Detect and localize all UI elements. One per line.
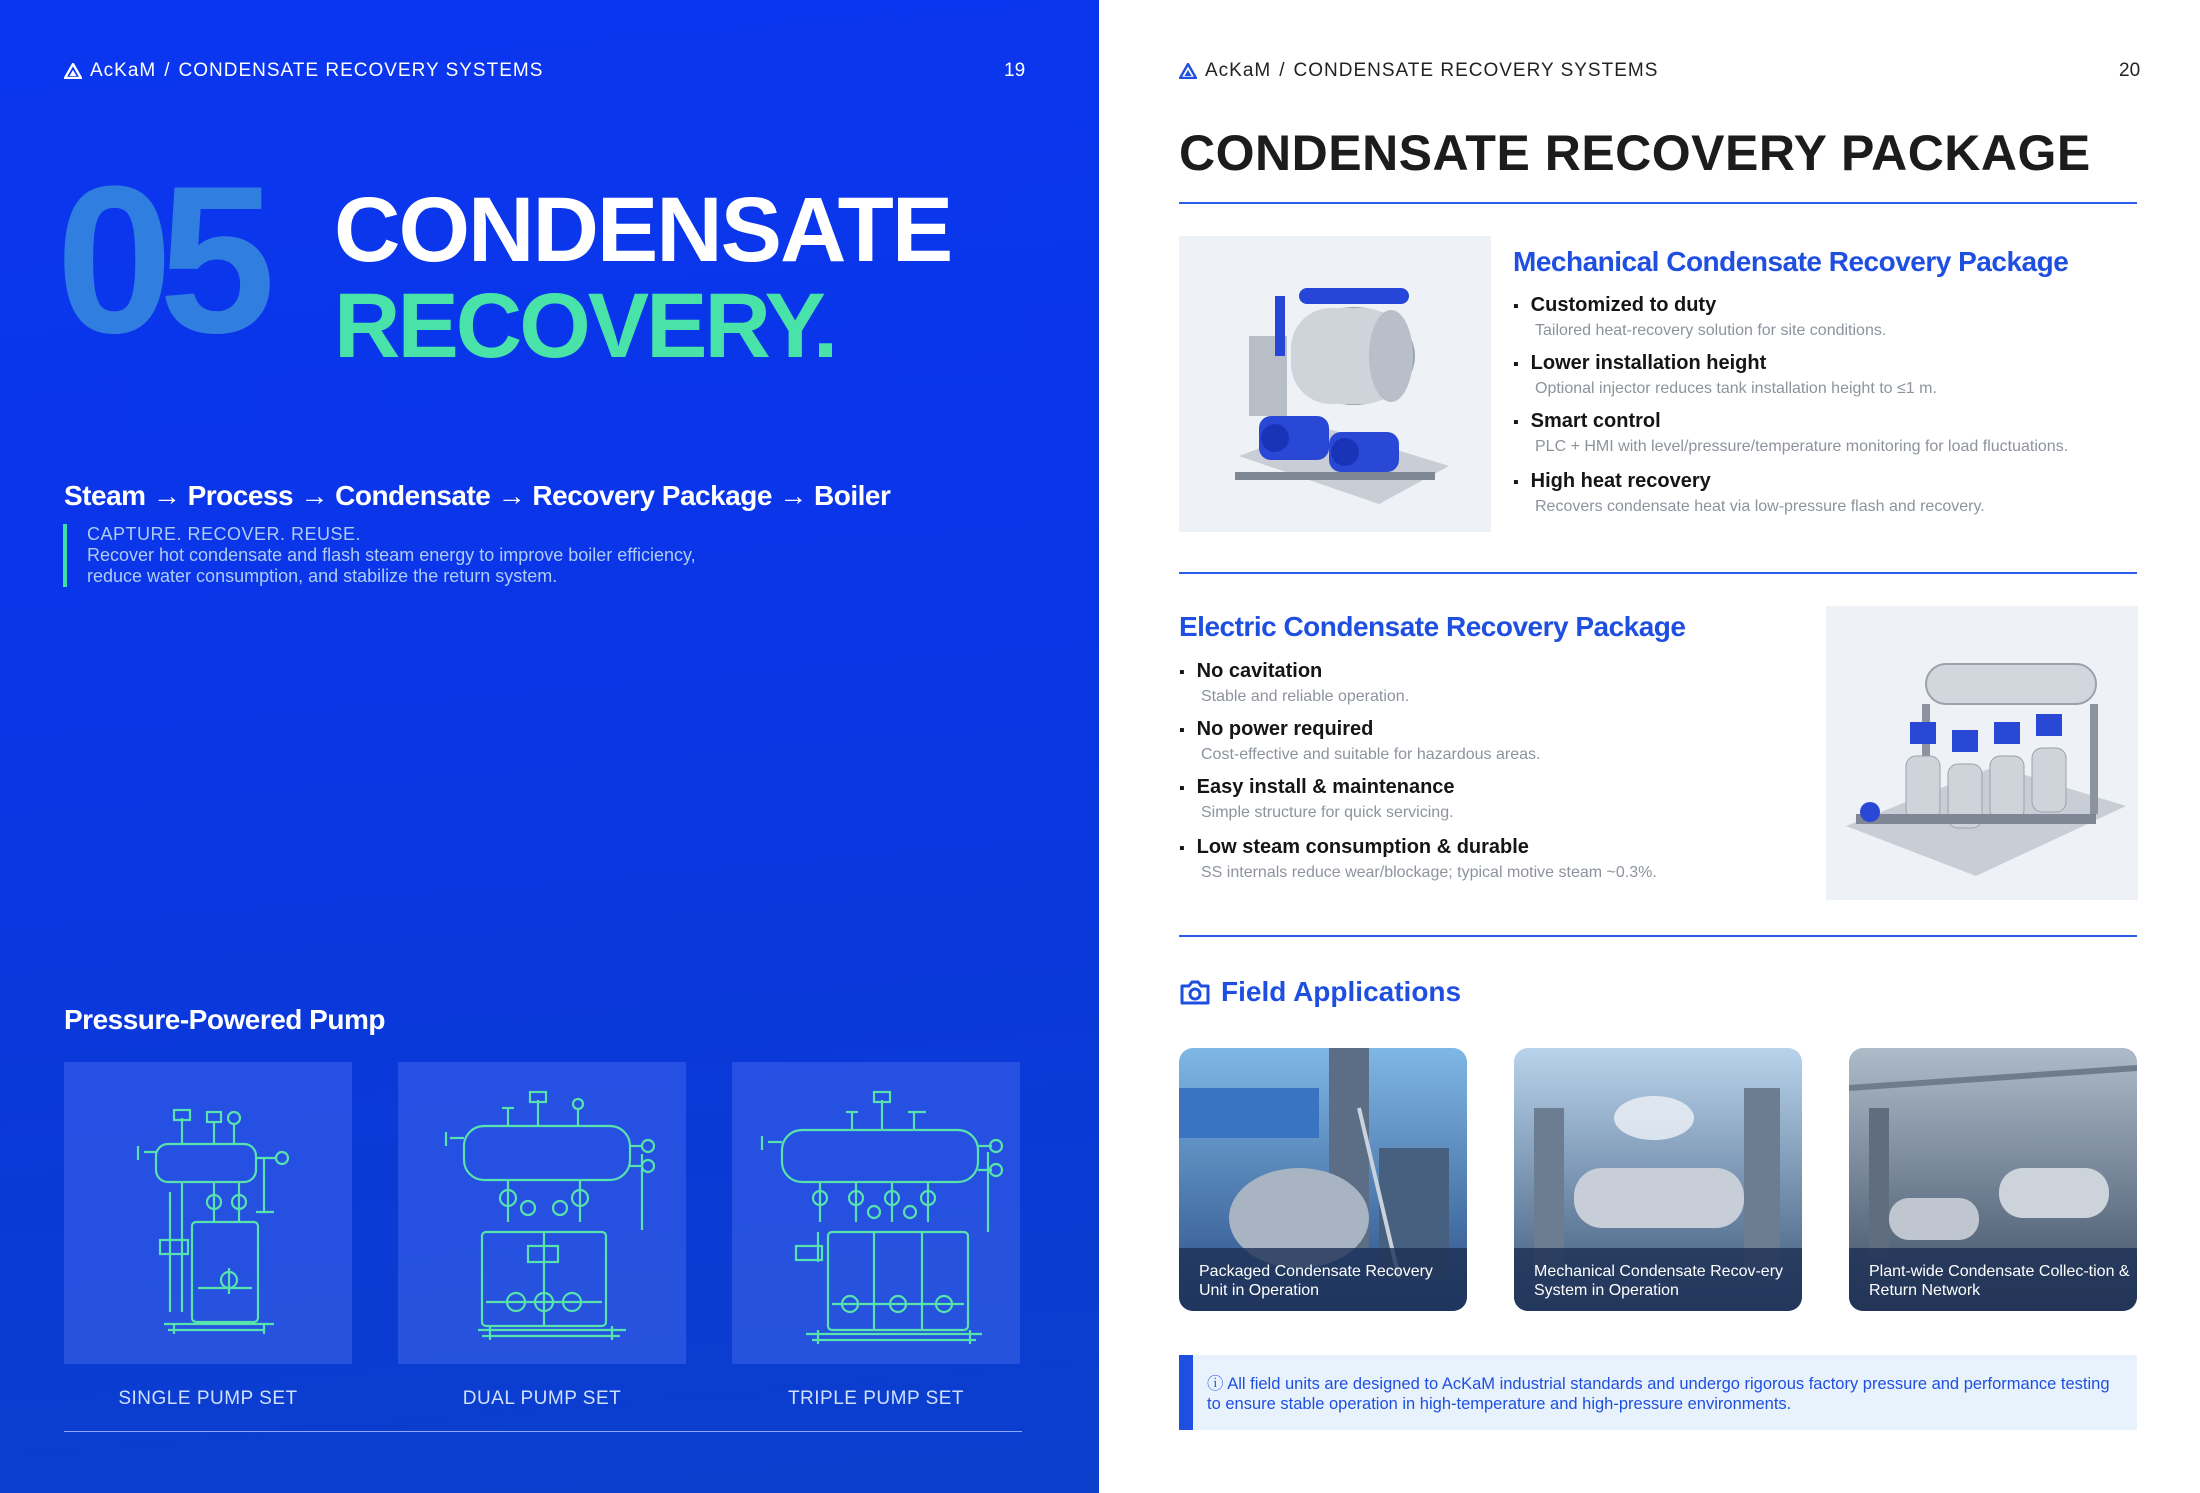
right-header: [1179, 60, 1658, 82]
feature-title: Low steam consumption & durable: [1196, 836, 1529, 858]
field-card-1: [1179, 1048, 1467, 1311]
feature-desc: Tailored heat-recovery solution for site conditions.: [1535, 322, 1887, 339]
pump-label-dual: DUAL PUMP SET: [462, 1388, 622, 1409]
electric-heading: Electric Condensate Recovery Package: [1179, 611, 1686, 642]
intro-block: [63, 524, 703, 587]
section-rule-1: [1179, 572, 2137, 574]
tagline: CAPTURE. RECOVER. REUSE.: [87, 524, 362, 544]
feature-desc: SS internals reduce wear/blockage; typical motive steam ~0.3%.: [1201, 864, 1657, 881]
field-card-3: [1849, 1048, 2137, 1311]
pump-card-dual: [398, 1062, 686, 1364]
feature-title: Easy install & maintenance: [1196, 776, 1455, 798]
field-applications-title: Field Applications: [1221, 976, 1462, 1007]
feature-title: No power required: [1196, 718, 1374, 740]
header-section: CONDENSATE RECOVERY SYSTEMS: [178, 60, 544, 81]
header-brand: AcKaM: [90, 60, 157, 81]
field-caption-1: Packaged Condensate Recovery Unit in Operation: [1199, 1263, 1433, 1299]
left-header: [64, 60, 543, 82]
pump-label-triple: TRIPLE PUMP SET: [787, 1388, 965, 1409]
electric-feature-4: ▪ Low steam consumption & durable SS internals reduce wear/blockage; typical motive steam ~0.3%.: [1179, 836, 1657, 881]
mechanical-package-image: [1179, 236, 1491, 532]
field-card-2: [1514, 1048, 1802, 1311]
info-icon: ⓘ: [1207, 1375, 1228, 1393]
note-text-wrap: [1207, 1374, 2127, 1414]
mechanical-feature-4: ▪ High heat recovery Recovers condensate heat via low-pressure flash and recovery.: [1513, 470, 1985, 515]
pump-card-triple: [732, 1062, 1020, 1364]
header-section: CONDENSATE RECOVERY SYSTEMS: [1293, 60, 1659, 81]
note-text: All field units are designed to AcKaM industrial standards and undergo rigorous factory pressure and performance testing to ensure stable operation in high-temperature and high-pressure environments.: [1207, 1375, 2110, 1413]
mechanical-package-photo-icon: [1179, 236, 1491, 532]
triple-pump-diagram-icon: [732, 1062, 1020, 1364]
header-separator: /: [164, 60, 171, 81]
electric-feature-3: ▪ Easy install & maintenance Simple structure for quick servicing.: [1179, 776, 1455, 821]
feature-desc: Cost-effective and suitable for hazardous areas.: [1201, 746, 1541, 763]
camera-icon: [1179, 978, 1211, 1006]
intro-description: Recover hot condensate and flash steam energy to improve boiler efficiency, reduce water consumption, and stabilize the return system.: [87, 545, 696, 586]
feature-title: No cavitation: [1196, 660, 1323, 682]
header-separator: /: [1279, 60, 1286, 81]
process-flow: Steam → Process → Condensate → Recovery Package → Boiler: [64, 480, 891, 511]
feature-title: Lower installation height: [1530, 352, 1767, 374]
chapter-title-line-1: CONDENSATE: [334, 179, 952, 281]
field-caption-3: Plant-wide Condensate Collec-tion & Return Network: [1869, 1263, 2130, 1299]
mechanical-heading: Mechanical Condensate Recovery Package: [1513, 246, 2069, 277]
electric-package-photo-icon: [1826, 606, 2138, 900]
electric-feature-1: ▪ No cavitation Stable and reliable operation.: [1179, 660, 1410, 705]
dual-pump-diagram-icon: [398, 1062, 686, 1364]
pump-label-single: SINGLE PUMP SET: [118, 1388, 298, 1409]
field-caption-2: Mechanical Condensate Recov-ery System in Operation: [1534, 1263, 1784, 1299]
brand-logo-icon: [1179, 63, 1197, 79]
mechanical-feature-2: ▪ Lower installation height Optional injector reduces tank installation height to ≤1 m.: [1513, 352, 1937, 397]
brand-logo-icon: [64, 63, 82, 79]
feature-title: High heat recovery: [1530, 470, 1711, 492]
pump-section-title: Pressure-Powered Pump: [64, 1004, 385, 1035]
title-rule: [1179, 202, 2137, 204]
note-box: [1179, 1355, 2137, 1430]
chapter-title-line-2: RECOVERY.: [334, 275, 836, 377]
page-number: 20: [2119, 60, 2141, 81]
feature-title: Customized to duty: [1530, 294, 1717, 316]
feature-desc: Simple structure for quick servicing.: [1201, 804, 1454, 821]
feature-desc: PLC + HMI with level/pressure/temperature monitoring for load fluctuations.: [1535, 438, 2069, 455]
feature-desc: Optional injector reduces tank installation height to ≤1 m.: [1535, 380, 1937, 397]
mechanical-feature-3: ▪ Smart control PLC + HMI with level/pressure/temperature monitoring for load fluctuations.: [1513, 410, 2069, 455]
feature-desc: Stable and reliable operation.: [1201, 688, 1410, 705]
electric-feature-2: ▪ No power required Cost-effective and suitable for hazardous areas.: [1179, 718, 1541, 763]
mechanical-feature-1: ▪ Customized to duty Tailored heat-recovery solution for site conditions.: [1513, 294, 1887, 339]
field-applications-heading: [1179, 976, 1461, 1008]
section-rule-2: [1179, 935, 2137, 937]
left-divider: [64, 1431, 1022, 1432]
left-page: [0, 0, 1099, 1493]
header-brand: AcKaM: [1205, 60, 1272, 81]
pump-card-single: [64, 1062, 352, 1364]
single-pump-diagram-icon: [64, 1062, 352, 1364]
chapter-number: 05: [56, 142, 262, 377]
feature-desc: Recovers condensate heat via low-pressure flash and recovery.: [1535, 498, 1985, 515]
feature-title: Smart control: [1530, 410, 1661, 432]
page-number: 19: [1004, 60, 1026, 81]
electric-package-image: [1826, 606, 2138, 900]
page-title: CONDENSATE RECOVERY PACKAGE: [1179, 125, 2091, 181]
right-page: [1099, 0, 2200, 1493]
